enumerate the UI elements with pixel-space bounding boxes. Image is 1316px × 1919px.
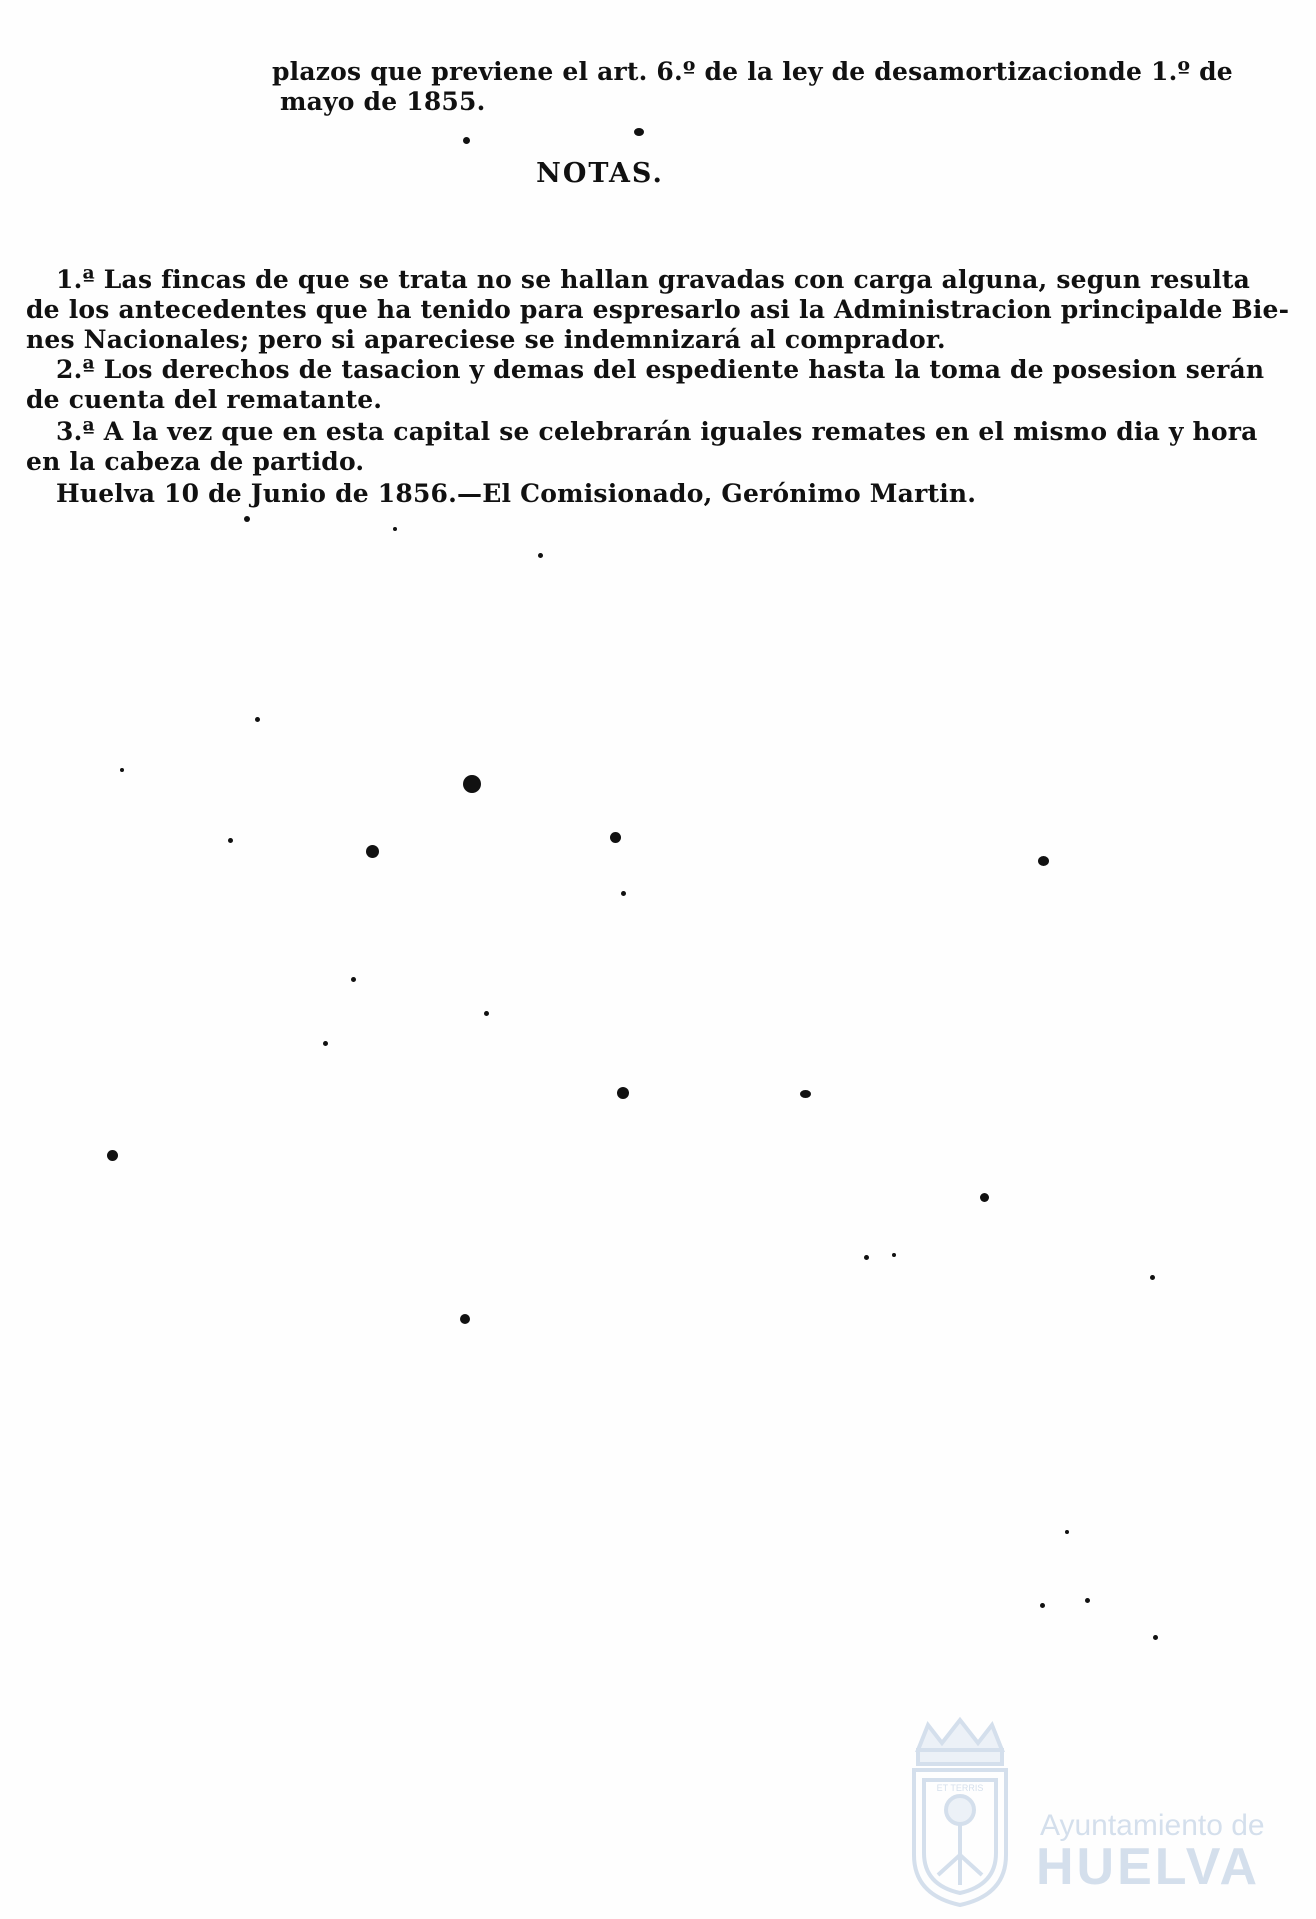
print-speck (892, 1253, 896, 1257)
signature-line: Huelva 10 de Junio de 1856.—El Comisionado, Gerónimo Martin. (56, 479, 977, 508)
print-speck (610, 832, 621, 843)
notes-heading: NOTAS. (536, 158, 664, 189)
print-speck (538, 553, 543, 558)
print-speck (1038, 856, 1049, 866)
print-speck (463, 775, 481, 793)
print-speck (107, 1150, 118, 1161)
print-speck (1150, 1275, 1155, 1280)
svg-text:ET TERRIS: ET TERRIS (936, 1783, 984, 1793)
note-2-line-1: 2.ª Los derechos de tasacion y demas del espediente hasta la toma de posesion serán (56, 355, 1265, 384)
note-2-line-2: de cuenta del rematante. (26, 385, 383, 414)
print-speck (864, 1255, 869, 1260)
print-speck (617, 1087, 629, 1099)
print-speck (980, 1193, 989, 1202)
body-text-line-1: plazos que previene el art. 6.º de la ley de desamortizaciondе 1.º de (272, 57, 1233, 86)
print-speck (463, 137, 470, 144)
body-text-line-2: mayo de 1855. (280, 87, 486, 116)
print-speck (393, 527, 397, 531)
note-1-line-1: 1.ª Las fincas de que se trata no se hallan gravadas con carga alguna, segun resulta (56, 265, 1251, 294)
print-speck (634, 128, 644, 136)
print-speck (255, 717, 260, 722)
print-speck (1065, 1530, 1069, 1534)
note-3-line-1: 3.ª A la vez que en esta capital se celebrarán iguales remates en el mismo dia y hora (56, 417, 1258, 446)
huelva-logo-watermark (900, 1715, 1265, 1910)
print-speck (120, 768, 124, 772)
print-speck (1085, 1598, 1090, 1603)
print-speck (460, 1314, 470, 1324)
print-speck (351, 977, 356, 982)
print-speck (366, 845, 379, 858)
print-speck (1153, 1635, 1158, 1640)
note-1-line-2: de los antecedentes que ha tenido para espresarlo asi la Administracion principalde Bie- (26, 295, 1290, 324)
note-1-line-3: nes Nacionales; pero si apareciese se indemnizará al comprador. (26, 325, 946, 354)
print-speck (228, 838, 233, 843)
note-3-line-2: en la cabeza de partido. (26, 447, 365, 476)
coat-of-arms-icon (900, 1715, 1020, 1910)
print-speck (323, 1041, 328, 1046)
print-speck (244, 516, 250, 522)
print-speck (621, 891, 626, 896)
watermark-line-2: HUELVA (1036, 1838, 1261, 1896)
watermark-line-1: Ayuntamiento de (1040, 1809, 1265, 1842)
print-speck (800, 1090, 811, 1098)
print-speck (484, 1011, 489, 1016)
print-speck (1040, 1603, 1045, 1608)
